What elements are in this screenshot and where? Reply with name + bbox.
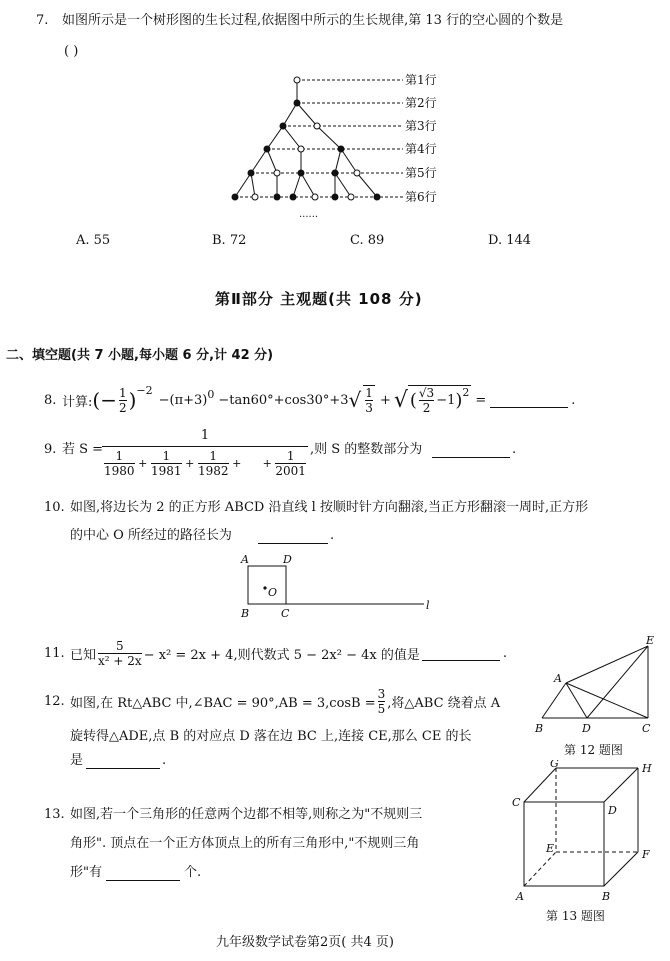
q7-text: 如图所示是一个树形图的生长过程,依据图中所示的生长规律,第 13 行的空心圆的个数是 [62,13,564,28]
q13-end: 个. [184,865,202,880]
svg-text:A: A [554,672,562,685]
q7-choice-a: A. 55 [76,233,111,248]
q8-lead: 计算: [62,394,93,410]
svg-text:C: C [512,796,521,809]
tree-diagram [225,70,475,225]
page-footer: 九年级数学试卷第2页( 共4 页) [216,935,394,950]
q8-expression: 计算: (− $\frac{1}{2}$ ) −2 −(π+3) 0 −tan60°+cos30°+3 √ $\frac{1}{3}$ + √ ( $\frac{√3}{2}$ −1 ) 2 = . [62,384,576,415]
q11-answer-blank[interactable] [422,646,500,661]
q9-number: 9. [44,442,57,457]
svg-text:A: A [516,890,524,903]
q8-number: 8. [44,393,57,408]
square-rolling-figure [236,552,436,624]
q9-fraction: 1 $\frac{1}{1980}$ + $\frac{1}{1981}$ + $\frac{1}{1982}$ + + $\frac{1}{2001}$ [102,428,308,478]
svg-text:B: B [602,890,611,903]
svg-text:H: H [642,762,652,775]
q13-answer-blank[interactable] [106,864,180,881]
svg-text:C: C [281,607,290,620]
q7-choice-b: B. 72 [212,233,247,248]
q11-number: 11. [44,646,65,661]
q9-tail: ,则 S 的整数部分为 [310,442,423,457]
q12-line3: 是 [70,753,84,768]
svg-text:E: E [646,634,655,647]
svg-text:D: D [608,804,617,817]
section-title: 二、填空题(共 7 小题,每小题 6 分,计 42 分) [6,348,274,363]
svg-text:l: l [426,599,430,612]
svg-text:B: B [241,607,250,620]
svg-text:G: G [550,760,559,770]
q10-line1: 如图,将边长为 2 的正方形 ABCD 沿直线 l 按顺时针方向翻滚,当正方形翻滚一周时,正方形 [70,500,589,515]
part-title: 第Ⅱ部分 主观题(共 108 分) [215,290,423,308]
q12-caption: 第 12 题图 [564,743,623,757]
q13-number: 13. [44,807,65,822]
q13-line2: 角形". 顶点在一个正方体顶点上的所有三角形中,"不规则三角 [70,836,420,851]
q13-line1: 如图,若一个三角形的任意两个边都不相等,则称之为"不规则三 [70,807,423,822]
q13-caption: 第 13 题图 [546,909,605,923]
tree-row-label: 第1行 [405,73,437,87]
q12-line1: 如图,在 Rt△ABC 中,∠BAC = 90°,AB = 3,cosB = $\frac{3}{5}$ ,将△ABC 绕着点 A [70,686,501,716]
q12-answer-blank[interactable] [86,752,160,769]
svg-text:E: E [546,842,555,855]
tree-row-label: 第2行 [405,96,437,110]
q10-line2: 的中心 O 所经过的路径长为 [70,528,232,543]
svg-text:B: B [535,722,544,735]
svg-text:F: F [642,848,650,861]
q7-answer-paren: ( ) [64,44,79,59]
svg-text:D: D [582,722,591,735]
q7-choice-c: C. 89 [350,233,385,248]
q10-answer-blank[interactable] [258,527,328,544]
svg-text:D: D [283,553,292,566]
tree-continuation: ...... [299,209,319,220]
q12-number: 12. [44,694,65,709]
q8-answer-blank[interactable] [490,393,568,408]
svg-text:O: O [268,586,278,599]
q13-line3: 形"有 [70,865,102,880]
q9-end: . [512,442,517,457]
q11-expression: 已知 $\frac{5}{\text{x² + 2x}}$ − x² = 2x + 4,则代数式 5 − 2x² − 4x 的值是 . [70,638,507,668]
q12-line2: 旋转得△ADE,点 B 的对应点 D 落在边 BC 上,连接 CE,那么 CE 的长 [70,729,472,744]
q10-end: . [330,528,335,543]
tree-row-label: 第3行 [405,119,437,133]
tree-row-label: 第5行 [405,166,437,180]
svg-text:C: C [642,722,651,735]
q9-answer-blank[interactable] [432,441,510,458]
q9-lead: 若 S = [62,442,104,457]
q7-choice-d: D. 144 [488,233,532,248]
svg-text:A: A [241,553,249,566]
tree-row-label: 第6行 [405,190,437,204]
q10-number: 10. [44,500,65,515]
q8-paren-open: (− [92,388,117,412]
q7-number: 7. [36,13,49,28]
tree-row-label: 第4行 [405,142,437,156]
cube-figure [510,760,660,928]
q12-end: . [162,753,167,768]
triangle-figure [532,632,662,762]
